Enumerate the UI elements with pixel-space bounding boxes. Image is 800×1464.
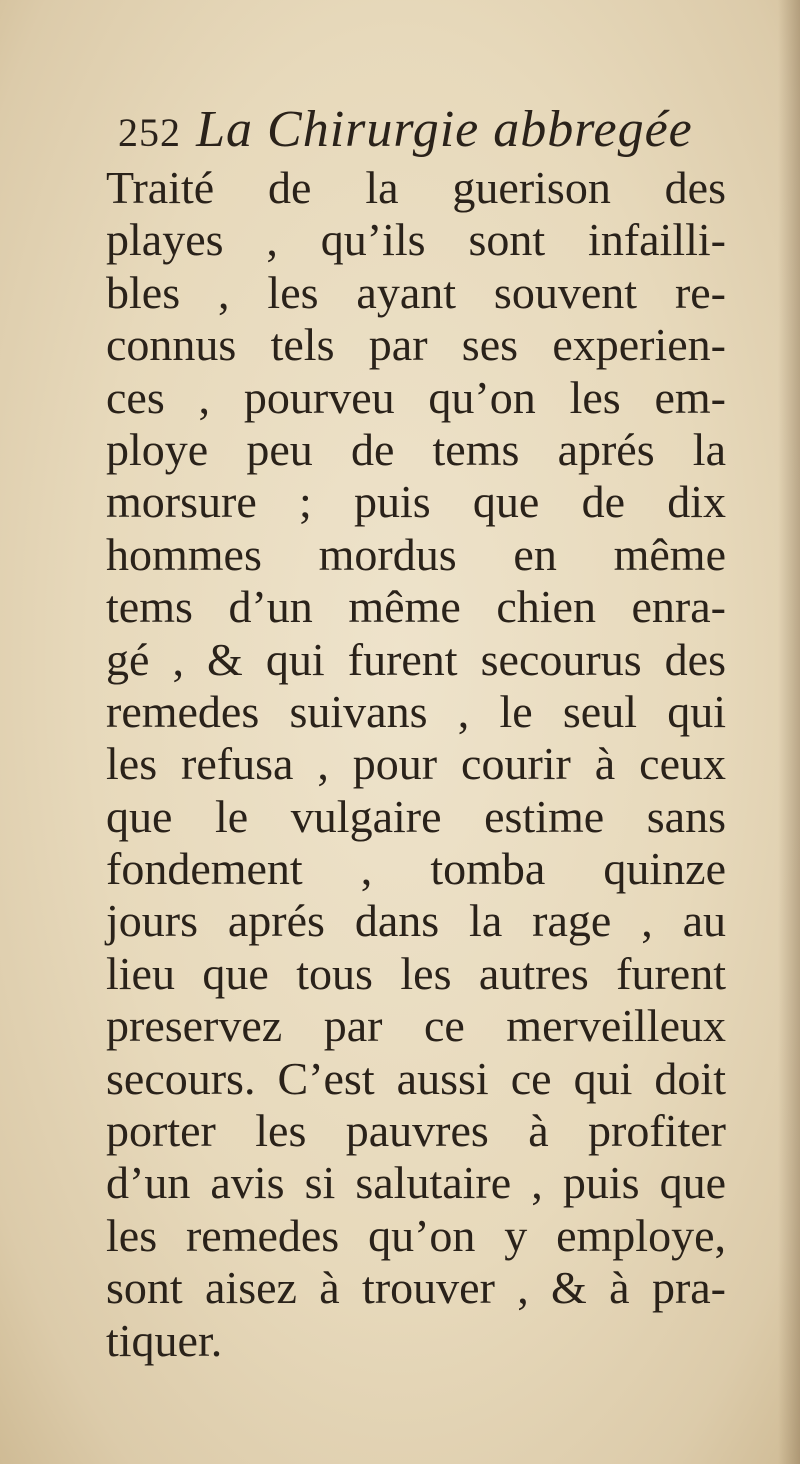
text-line: hommes mordus en même [106,528,726,580]
running-head [118,100,718,162]
running-head-title: La Chirurgie abbregée [196,101,693,158]
text-line: gé , & qui furent secourus des [106,633,726,685]
text-line: preservez par ce merveilleux [106,1000,726,1052]
text-line: jours aprés dans la rage , au [106,895,726,947]
text-line: ploye peu de tems aprés la [106,423,726,475]
page-edge-shadow [778,0,800,1464]
text-line: secours. C’est aussi ce qui doit [106,1052,726,1104]
text-line: bles , les ayant souvent re- [106,266,726,318]
text-line: playes , qu’ils sont infailli- [106,214,726,266]
text-line: que le vulgaire estime sans [106,790,726,842]
text-line: lieu que tous les autres furent [106,947,726,999]
text-line: remedes suivans , le seul qui [106,685,726,737]
text-line: connus tels par ses experien- [106,319,726,371]
text-line: porter les pauvres à profiter [106,1105,726,1157]
text-line: tems d’un même chien enra- [106,581,726,633]
text-line: d’un avis si salutaire , puis que [106,1157,726,1209]
text-line: morsure ; puis que de dix [106,476,726,528]
text-line: Traité de la guerison des [106,162,726,213]
text-line: ces , pourveu qu’on les em- [106,371,726,423]
text-line: fondement , tomba quinze [106,843,726,895]
text-line: les remedes qu’on y employe, [106,1209,726,1261]
page-number: 252 [118,110,181,155]
text-line: sont aisez à trouver , & à pra- [106,1262,726,1314]
text-line: tiquer. [106,1314,223,1366]
body-text [106,162,726,1367]
text-line: les refusa , pour courir à ceux [106,738,726,790]
